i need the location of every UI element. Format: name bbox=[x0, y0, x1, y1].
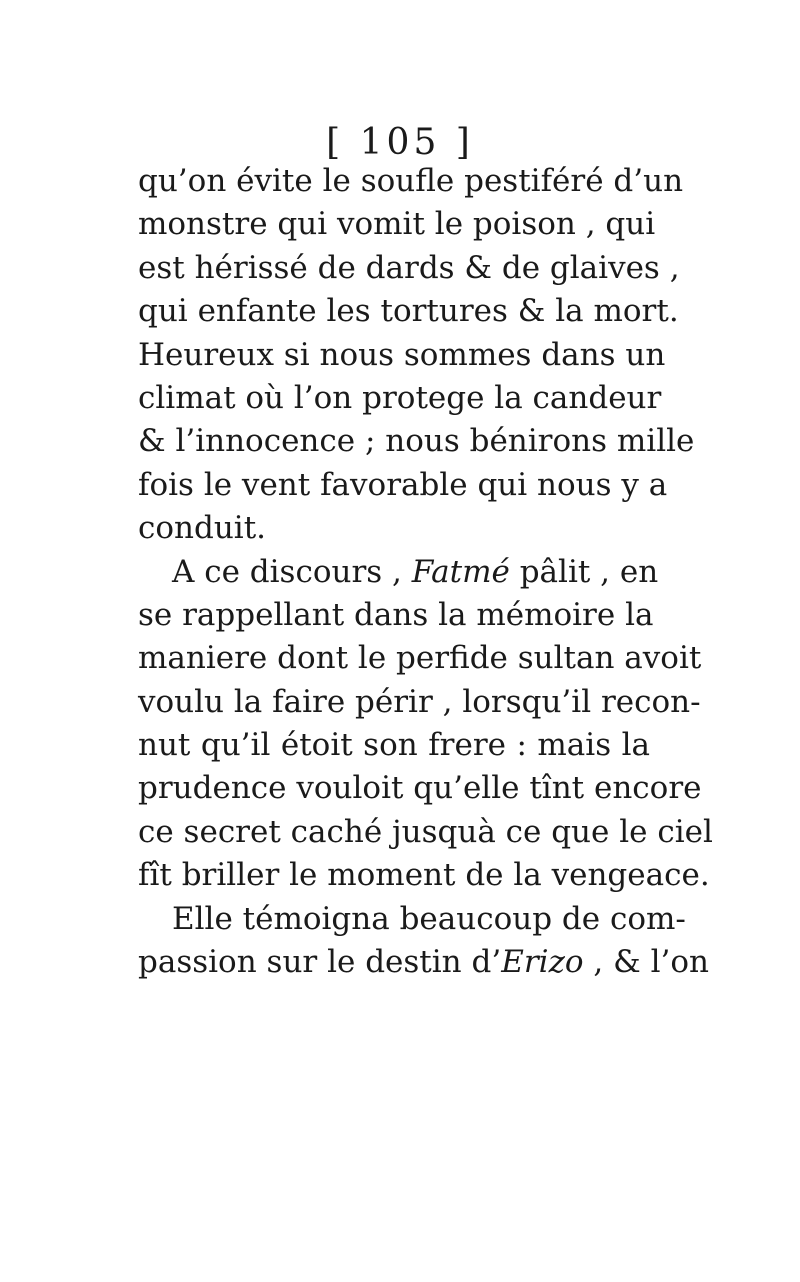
text-line: fît briller le moment de la vengeace. bbox=[138, 857, 710, 894]
text-line: se rappellant dans la mémoire la bbox=[138, 596, 654, 633]
text-line: nut qu’il étoit son frere : mais la bbox=[138, 727, 650, 764]
text-line: conduit. bbox=[138, 510, 267, 547]
text-line: climat où l’on protege la candeur bbox=[138, 379, 662, 416]
text-segment: pâlit , en bbox=[509, 553, 659, 590]
text-line bbox=[138, 941, 709, 984]
text-segment: , & l’on bbox=[583, 944, 709, 981]
text-line-paragraph-start: Elle témoigna beaucoup de com- bbox=[172, 900, 686, 937]
text-line: qui enfante les tortures & la mort. bbox=[138, 293, 679, 330]
text-line: ce secret caché jusquà ce que le ciel bbox=[138, 813, 713, 850]
text-line: maniere dont le perfide sultan avoit bbox=[138, 640, 702, 677]
text-line: monstre qui vomit le poison , qui bbox=[138, 206, 656, 243]
text-line: & l’innocence ; nous bénirons mille bbox=[138, 423, 695, 460]
text-segment: passion sur le destin d’ bbox=[138, 944, 502, 981]
text-line-paragraph-start bbox=[138, 551, 659, 594]
character-name-fatme: Fatmé bbox=[411, 553, 510, 590]
text-line: fois le vent favorable qui nous y a bbox=[138, 466, 668, 503]
text-line: est hérissé de dards & de glaives , bbox=[138, 249, 680, 286]
text-segment: A ce discours , bbox=[172, 553, 412, 590]
text-line: prudence vouloit qu’elle tînt encore bbox=[138, 770, 702, 807]
text-line: voulu la faire périr , lorsqu’il recon- bbox=[138, 683, 701, 720]
page-number: [ 105 ] bbox=[326, 122, 474, 163]
body-text bbox=[138, 160, 713, 984]
character-name-erizo: Erizo bbox=[501, 944, 584, 981]
text-line: Heureux si nous sommes dans un bbox=[138, 336, 666, 373]
text-line: qu’on évite le soufle pestiféré d’un bbox=[138, 163, 684, 199]
